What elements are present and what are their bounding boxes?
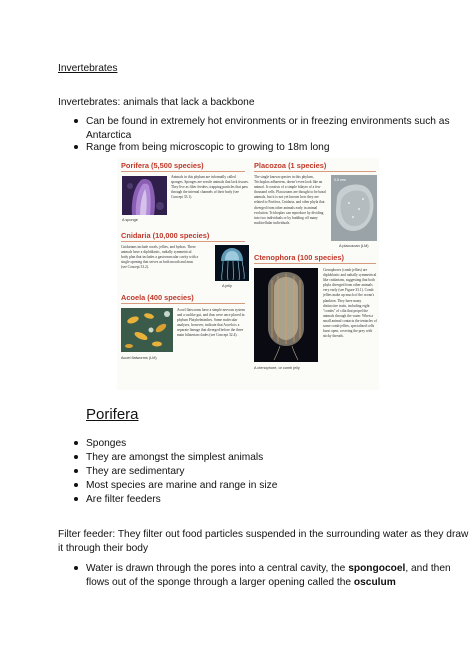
ctenophora-description: Ctenophores (comb jellies) are diploblastic and radially symmetrical like cnidarians, suggesting that both phyla diverged from other animals very early (see Figure 33.1). Comb jellies make up much of the ocean's plankton. They have many distinctive traits, including eight "combs" of cilia that propel the animals through the water. When a small animal contacts the tentacles of some comb jellies, specialized cells burst open, covering the prey with sticky threads. — [323, 268, 377, 339]
bullet-icon — [74, 455, 78, 459]
jelly-photo — [215, 245, 249, 281]
invertebrates-definition: Invertebrates: animals that lack a backbone — [58, 97, 255, 108]
bullet-icon — [74, 566, 78, 570]
osculum-term: osculum — [353, 577, 396, 588]
bullet-text-continued: Antarctica — [86, 130, 132, 141]
water-flow-text: flows out of the sponge through a larger opening called the — [86, 577, 354, 588]
water-flow-text: Water is drawn through the pores into a central cavity, the — [86, 563, 349, 574]
placozoan-caption: A placozoan (LM) — [339, 244, 369, 248]
water-flow-line — [86, 562, 451, 575]
placozoa-description: The single known species in this phylum, Trichoplax adhaerens, doesn't even look like an animal. It consists of a simple bilayer of a few thousand cells. Placozoans are thought to be basal animals, but it is not yet known how they are related to Porifera, Cnidaria, and other phyla that diverged from other animals early in animal evolution. Trichoplax can reproduce by dividing into two individuals or by budding off many multicellular individuals. — [254, 175, 326, 225]
jelly-caption: A jelly — [222, 284, 232, 288]
porifera-bullet: They are sedimentary — [86, 466, 185, 477]
bullet-icon — [74, 145, 78, 149]
acoel-flatworms-photo — [121, 308, 173, 352]
sponge-caption: A sponge — [122, 218, 138, 222]
bullet-text: Range from being microscopic to growing to 18m long — [86, 142, 330, 153]
cnidaria-description: Cnidarians include corals, jellies, and hydras. These animals have a diploblastic, radially symmetrical body plan that includes a gastrovascular cavity with a single opening that serves as both mouth and anus (see Concept 33.2). — [121, 245, 199, 270]
divider — [121, 241, 245, 242]
porifera-heading: Porifera — [86, 406, 139, 423]
invertebrates-heading: Invertebrates — [58, 63, 118, 74]
acoel-caption: Acoel flatworms (LM) — [121, 356, 157, 360]
spongocoel-term: spongocoel — [348, 563, 406, 574]
filter-feeder-definition: Filter feeder: They filter out food particles suspended in the surrounding water as they draw — [58, 529, 469, 540]
porifera-figure-title: Porifera (5,500 species) — [121, 161, 204, 170]
acoela-figure-title: Acoela (400 species) — [121, 293, 194, 302]
bullet-icon — [74, 483, 78, 487]
comb-jelly-caption: A ctenophore, or comb jelly — [254, 366, 300, 370]
bullet-icon — [74, 469, 78, 473]
water-flow-line-continued — [86, 576, 396, 589]
bullet-icon — [74, 441, 78, 445]
sponge-photo — [122, 176, 167, 215]
divider — [254, 171, 376, 172]
comb-jelly-photo — [254, 268, 318, 362]
scale-label: 0.5 mm — [334, 178, 346, 182]
divider — [121, 171, 245, 172]
porifera-bullet: Most species are marine and range in size — [86, 480, 278, 491]
porifera-description: Animals in this phylum are informally called sponges. Sponges are sessile animals that lack tissues. They live as filter feeders, trapping particles that pass through the internal channels of their body (see Concept 33.1). — [171, 175, 249, 200]
cnidaria-figure-title: Cnidaria (10,000 species) — [121, 231, 210, 240]
ctenophora-figure-title: Ctenophora (100 species) — [254, 253, 344, 262]
placozoan-photo — [331, 175, 377, 241]
divider — [254, 263, 376, 264]
divider — [121, 303, 245, 304]
porifera-bullet: They are amongst the simplest animals — [86, 452, 264, 463]
porifera-bullet: Are filter feeders — [86, 494, 161, 505]
water-flow-text: , and then — [405, 563, 451, 574]
placozoa-figure-title: Placozoa (1 species) — [254, 161, 327, 170]
bullet-icon — [74, 497, 78, 501]
bullet-icon — [74, 119, 78, 123]
acoela-description: Acoel flatworms have a simple nervous system and a saclike gut, and thus were once placed in phylum Platyhelminthes. Some molecular analyses, however, indicate that Acoela is a separate lineage that diverged before the three main bilaterian clades (see Concept 32.4). — [177, 308, 245, 338]
porifera-bullet: Sponges — [86, 438, 127, 449]
animal-phyla-figure — [117, 158, 379, 390]
bullet-text: Can be found in extremely hot environments or in freezing environments such as — [86, 116, 450, 127]
filter-feeder-definition-continued: it through their body — [58, 543, 149, 554]
